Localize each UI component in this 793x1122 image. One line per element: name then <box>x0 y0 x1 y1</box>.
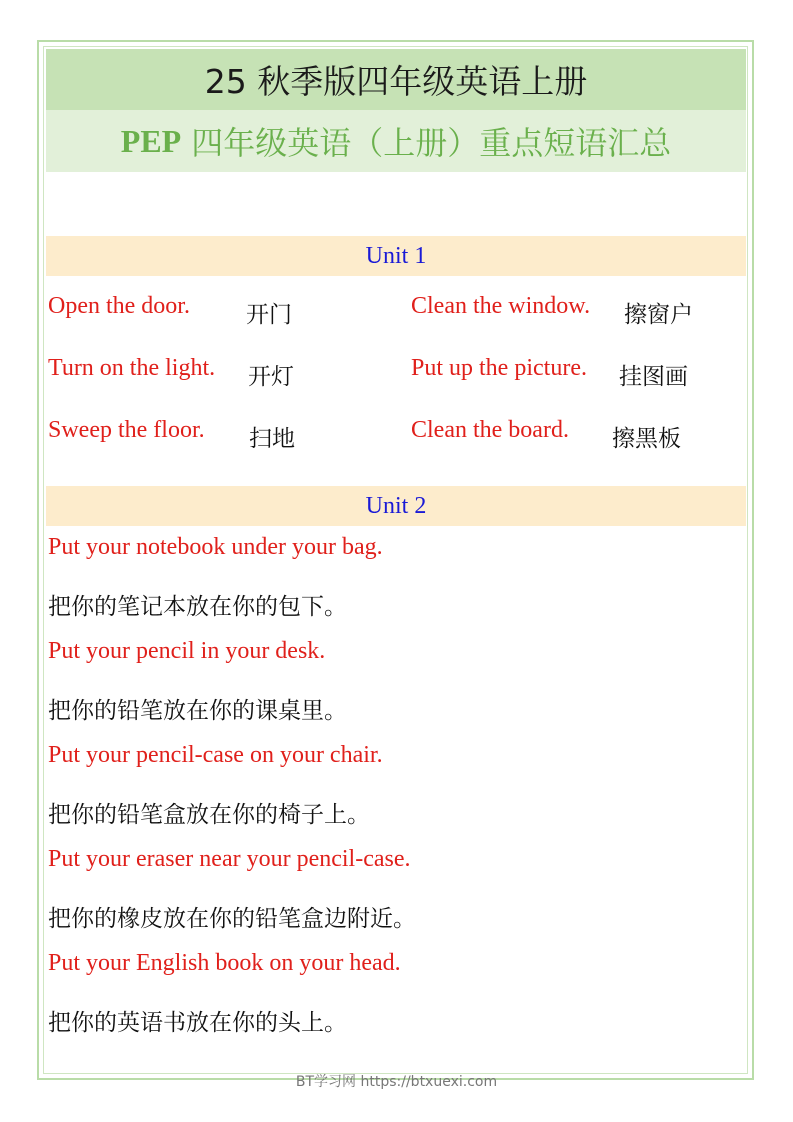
phrase-en: Turn on the light. <box>48 355 216 381</box>
subtitle-text: 四年级英语（上册）重点短语汇总 <box>191 124 672 162</box>
sentence-cn: 把你的笔记本放在你的包下。 <box>48 594 347 620</box>
sentence-cn: 把你的铅笔放在你的课桌里。 <box>48 698 347 724</box>
sentence-en: Put your notebook under your bag. <box>48 534 383 560</box>
footer-watermark: BT学习网 https://btxuexi.com <box>295 1074 498 1090</box>
sentence-en: Put your English book on your head. <box>48 950 401 976</box>
sentence-en: Put your pencil in your desk. <box>48 638 326 664</box>
document-title <box>46 49 746 110</box>
unit1-heading <box>46 236 746 276</box>
unit1-row <box>48 417 738 457</box>
phrase-en: Put up the picture. <box>411 355 587 381</box>
phrase-cn: 开灯 <box>248 364 294 390</box>
phrase-cn: 擦窗户 <box>624 302 693 328</box>
subtitle-pep: PEP <box>120 122 182 159</box>
sentence-en: Put your pencil-case on your chair. <box>48 742 383 768</box>
sentence-en: Put your eraser near your pencil-case. <box>48 846 411 872</box>
sentence-cn: 把你的英语书放在你的头上。 <box>48 1010 347 1036</box>
unit1-row <box>48 355 738 395</box>
unit2-heading-text: Unit 2 <box>365 492 427 519</box>
title-text: 25 秋季版四年级英语上册 <box>204 62 588 101</box>
phrase-cn: 挂图画 <box>619 364 688 390</box>
phrase-en: Clean the board. <box>411 417 569 443</box>
phrase-cn: 扫地 <box>249 426 295 452</box>
unit1-heading-text: Unit 1 <box>365 242 427 269</box>
phrase-en: Clean the window. <box>411 293 591 319</box>
document-subtitle <box>46 110 746 172</box>
sentence-cn: 把你的橡皮放在你的铅笔盒边附近。 <box>48 906 416 932</box>
sentence-cn: 把你的铅笔盒放在你的椅子上。 <box>48 802 370 828</box>
phrase-en: Sweep the floor. <box>48 417 205 443</box>
phrase-cn: 擦黑板 <box>612 426 681 452</box>
unit1-row <box>48 293 738 333</box>
unit2-heading <box>46 486 746 526</box>
phrase-en: Open the door. <box>48 293 190 319</box>
phrase-cn: 开门 <box>246 302 292 328</box>
